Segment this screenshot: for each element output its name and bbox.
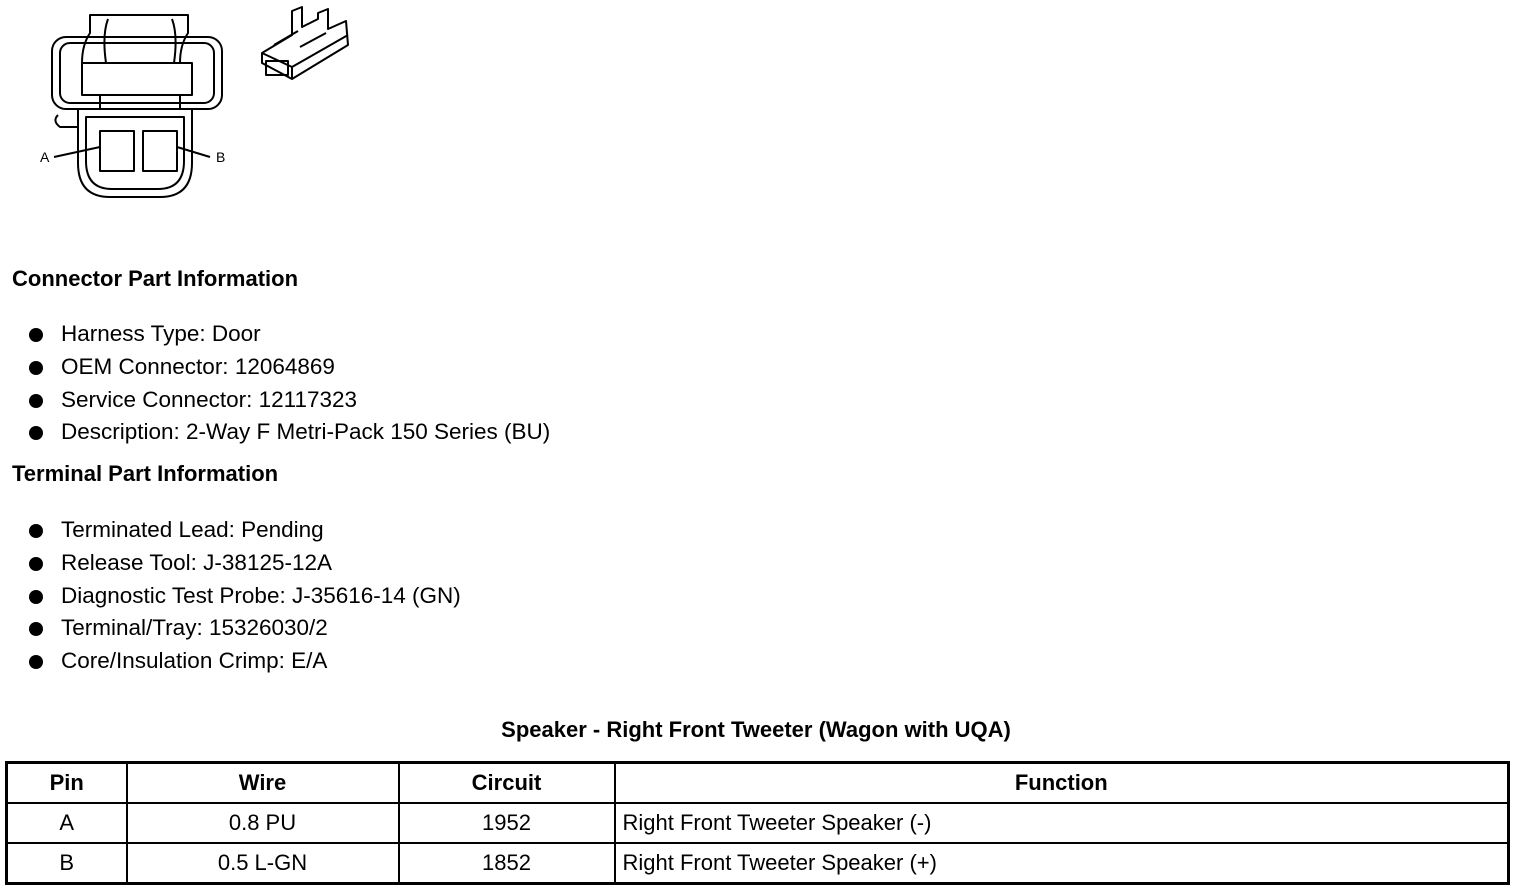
list-item — [28, 514, 461, 547]
list-item-text: OEM Connector: 12064869 — [61, 353, 335, 379]
list-item — [28, 351, 550, 384]
table-row — [7, 843, 1509, 884]
bullet-icon — [29, 361, 43, 375]
cell-pin: A — [7, 803, 127, 843]
connector-isometric-view — [262, 7, 348, 79]
cell-wire: 0.5 L-GN — [127, 843, 399, 884]
bullet-icon — [29, 590, 43, 604]
list-item-text: Diagnostic Test Probe: J-35616-14 (GN) — [61, 582, 461, 608]
cell-pin: B — [7, 843, 127, 884]
column-header-wire: Wire — [127, 763, 399, 804]
list-item-text: Release Tool: J-38125-12A — [61, 549, 333, 575]
connector-drawing — [30, 5, 360, 210]
list-item — [28, 416, 550, 449]
pin-label-b: B — [216, 149, 226, 165]
list-item-text: Core/Insulation Crimp: E/A — [61, 648, 328, 674]
cell-circuit: 1852 — [399, 843, 615, 884]
cell-function: Right Front Tweeter Speaker (+) — [615, 843, 1509, 884]
list-item-text: Description: 2-Way F Metri-Pack 150 Series (BU) — [61, 419, 551, 445]
connector-info-heading: Connector Part Information — [12, 266, 299, 291]
bullet-icon — [29, 426, 43, 440]
terminal-info-heading: Terminal Part Information — [12, 461, 279, 486]
list-item — [28, 384, 550, 417]
cell-circuit: 1952 — [399, 803, 615, 843]
bullet-icon — [29, 622, 43, 636]
list-item — [28, 645, 461, 678]
list-item-text: Harness Type: Door — [61, 321, 261, 346]
cell-wire: 0.8 PU — [127, 803, 399, 843]
pin-label-group — [40, 149, 225, 165]
connector-info-list — [28, 318, 550, 449]
bullet-icon — [29, 394, 43, 408]
table-title: Speaker - Right Front Tweeter (Wagon with UQA) — [501, 717, 1011, 742]
bullet-icon — [29, 557, 43, 571]
list-item — [28, 318, 550, 351]
pinout-table — [5, 761, 1510, 885]
bullet-icon — [29, 328, 43, 342]
list-item-text: Terminated Lead: Pending — [61, 517, 324, 542]
list-item-text: Terminal/Tray: 15326030/2 — [61, 615, 328, 641]
connector-face — [52, 15, 222, 197]
terminal-info-list — [28, 514, 461, 678]
list-item — [28, 580, 461, 613]
column-header-pin: Pin — [7, 763, 127, 804]
list-item-text: Service Connector: 12117323 — [61, 386, 358, 412]
table-header-row — [7, 763, 1509, 804]
list-item — [28, 612, 461, 645]
bullet-icon — [29, 524, 43, 538]
column-header-circuit: Circuit — [399, 763, 615, 804]
pin-label-a: A — [40, 149, 50, 165]
table-row — [7, 803, 1509, 843]
column-header-function: Function — [615, 763, 1509, 804]
list-item — [28, 547, 461, 580]
bullet-icon — [29, 655, 43, 669]
cell-function: Right Front Tweeter Speaker (-) — [615, 803, 1509, 843]
